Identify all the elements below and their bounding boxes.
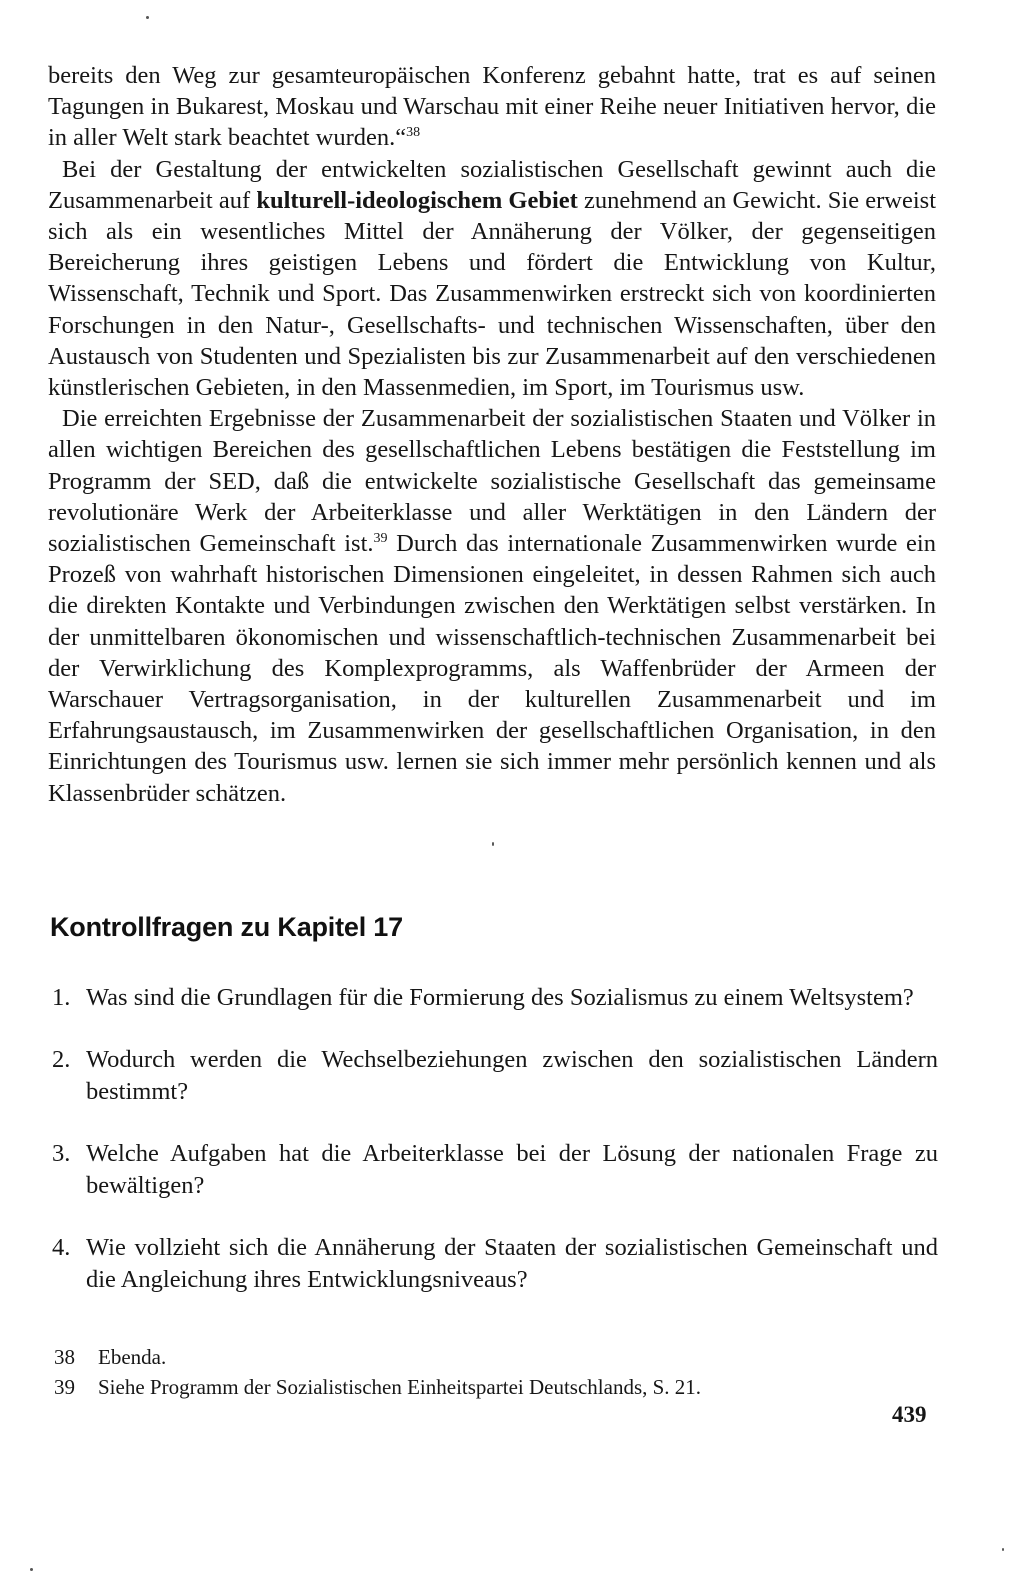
paragraph-3-text-after: Durch das internationale Zusammenwirken wurde ein Prozeß von wahrhaft historischen Dimensionen eingeleitet, in dessen Rahmen sich auch die direkten Kontakte und Verbindungen zwischen den Werktätigen selbst verstärken. In der unmittelbaren ökonomischen und wissenschaftlich-technischen Zusammenarbeit bei der Verwirklichung des Komplexprogramms, als Waffenbrüder der Armeen der Warschauer Vertragsorganisation, in der kulturellen Zusammenarbeit und im Erfahrungsaustausch, im Zusammenwirken der gesellschaftlichen Organisation, in den Einrichtungen des Tourismus usw. lernen sie sich immer mehr persönlich kennen und als Klassenbrüder schätzen. — [48, 530, 936, 807]
footnote-text: Ebenda. — [98, 1345, 167, 1369]
question-item — [52, 1044, 938, 1108]
footnote-ref-39: 39 — [373, 530, 388, 546]
scan-speck — [146, 16, 149, 19]
question-item — [52, 982, 938, 1014]
paragraph-2-bold-term: kulturell-ideologischem Gebiet — [256, 186, 578, 214]
scan-speck — [1002, 1548, 1004, 1551]
footnote-ref-38: 38 — [406, 125, 421, 141]
paragraph-3 — [48, 403, 936, 809]
paragraph-1 — [48, 60, 936, 154]
question-number: 1. — [52, 984, 71, 1011]
paragraph-2-text-before: Bei der Gestaltung der entwickelten sozialistischen Gesellschaft gewinnt auch die Zusammenarbeit auf — [48, 155, 936, 214]
question-text: Wie vollzieht sich die Annäherung der Staaten der sozialistischen Gemeinschaft und die Angleichung ihres Entwicklungsniveaus? — [86, 1234, 938, 1293]
question-number: 3. — [52, 1140, 71, 1167]
footnote-number: 38 — [54, 1345, 75, 1369]
scan-speck — [492, 842, 494, 846]
paragraph-2 — [48, 154, 936, 404]
question-number: 2. — [52, 1046, 71, 1073]
question-number: 4. — [52, 1234, 71, 1261]
footnote-item — [54, 1372, 934, 1402]
paragraph-3-text-before: Die erreichten Ergebnisse der Zusammenarbeit der sozialistischen Staaten und Völker in allen wichtigen Bereichen des gesellschaftlichen Lebens bestätigen die Feststellung im Programm der SED, daß die entwickelte sozialistische Gesellschaft das gemeinsame revolutionäre Werk der Arbeiterklasse und aller Werktätigen in den Ländern der sozialistischen Gemeinschaft ist. — [48, 405, 936, 558]
question-text: Welche Aufgaben hat die Arbeiterklasse bei der Lösung der nationalen Frage zu bewältigen? — [86, 1140, 938, 1199]
question-item — [52, 1138, 938, 1202]
paragraph-1-text: bereits den Weg zur gesamteuropäischen Konferenz gebahnt hatte, trat es auf seinen Tagungen in Bukarest, Moskau und Warschau mit einer Reihe neuer Initiativen hervor, die in aller Welt stark beachtet wurden.“ — [48, 62, 936, 152]
footnote-item — [54, 1342, 934, 1372]
question-text: Was sind die Grundlagen für die Formierung des Sozialismus zu einem Weltsystem? — [86, 984, 914, 1011]
question-item — [52, 1232, 938, 1296]
body-text — [48, 60, 936, 809]
question-list — [52, 982, 938, 1326]
question-text: Wodurch werden die Wechselbeziehungen zwischen den sozialistischen Ländern bestimmt? — [86, 1046, 938, 1105]
footnote-number: 39 — [54, 1375, 75, 1399]
scan-speck — [30, 1568, 33, 1571]
paragraph-2-text-after: zunehmend an Gewicht. Sie erweist sich als ein wesentliches Mittel der Annäherung der Völker, der gegenseitigen Bereicherung ihres geistigen Lebens und fördert die Entwicklung von Kultur, Wissenschaft, Technik und Sport. Das Zusammenwirken erstreckt sich von koordinierten Forschungen in den Natur-, Gesellschafts- und technischen Wissenschaften, über den Austausch von Studenten und Spezialisten bis zur Zusammenarbeit auf den verschiedenen künstlerischen Gebieten, in den Massenmedien, im Sport, im Tourismus usw. — [48, 186, 937, 402]
footnotes — [54, 1342, 934, 1402]
page-number: 439 — [892, 1402, 927, 1427]
section-heading: Kontrollfragen zu Kapitel 17 — [50, 912, 403, 942]
footnote-text: Siehe Programm der Sozialistischen Einheitspartei Deutschlands, S. 21. — [98, 1375, 702, 1399]
